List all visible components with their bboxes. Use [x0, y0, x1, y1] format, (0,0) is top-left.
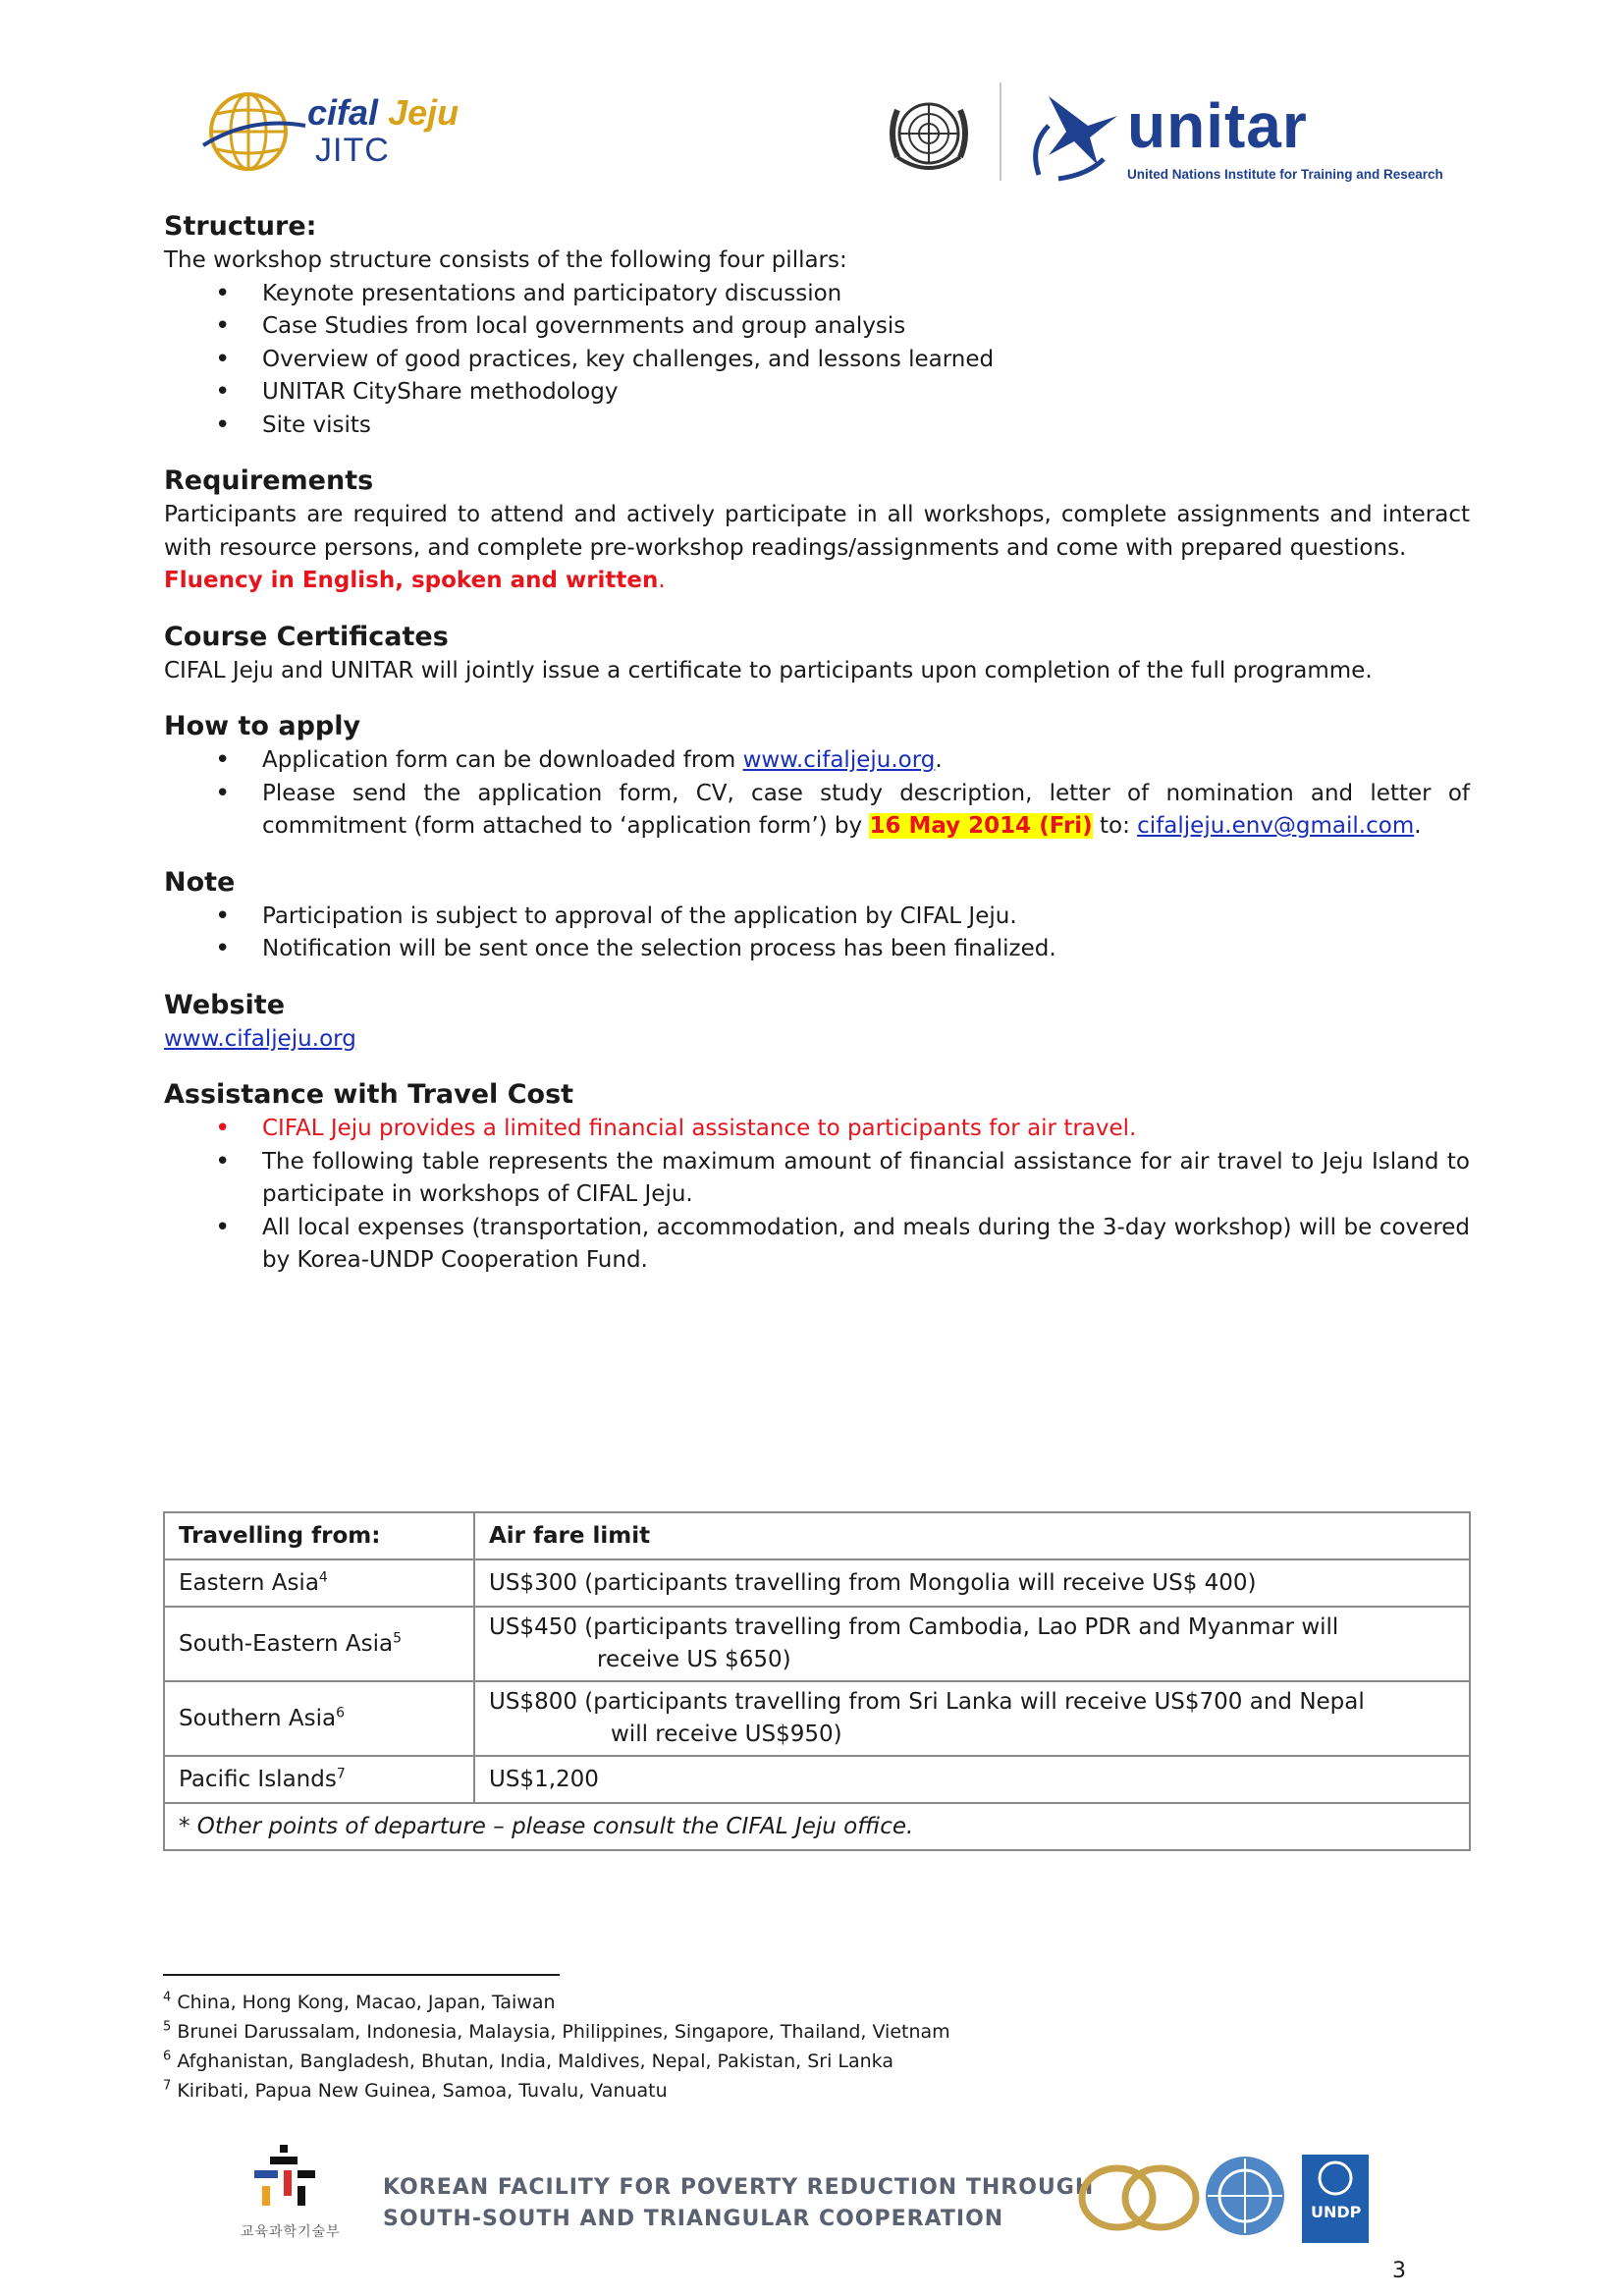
note-heading: Note [164, 866, 236, 898]
list-item: • Case Studies from local governments and group analysis [164, 310, 1470, 344]
note-section [164, 865, 1470, 966]
apply-heading: How to apply [164, 711, 361, 741]
fare-cell: US$1,200 [474, 1756, 1470, 1803]
requirements-heading: Requirements [164, 465, 374, 496]
table-row [164, 1559, 1470, 1607]
footer-facility-text: KOREAN FACILITY FOR POVERTY REDUCTION THROUGH SOUTH-SOUTH AND TRIANGULAR COOPERATION [383, 2175, 1095, 2231]
list-item: • Site visits [164, 410, 1470, 443]
fluency-requirement: Fluency in English, spoken and written. [164, 568, 666, 593]
list-item: • All local expenses (transportation, accommodation, and meals during the 3-day workshop) will be covered by Korea-UNDP Cooperation Fund. [164, 1212, 1470, 1278]
unitar-tagline: United Nations Institute for Training and Research [1127, 167, 1443, 182]
fluency-text: Fluency in English, spoken and written [164, 568, 659, 593]
list-item: • Keynote presentations and participatory discussion [164, 278, 1470, 311]
certificates-heading: Course Certificates [164, 621, 449, 652]
list-item: • Application form can be downloaded from www.cifaljeju.org. [164, 744, 1470, 778]
apply-list [164, 744, 1470, 844]
region-cell: Eastern Asia$^4$ [164, 1559, 474, 1607]
footnote: $^5$ Brunei Darussalam, Indonesia, Malaysia, Philippines, Singapore, Thailand, Vietnam [163, 2019, 950, 2043]
list-item: • UNITAR CityShare methodology [164, 376, 1470, 410]
deadline-highlight: 16 May 2014 (Fri) [869, 813, 1093, 839]
list-item: • CIFAL Jeju provides a limited financial assistance to participants for air travel. [164, 1113, 1470, 1146]
globe-icon [201, 86, 309, 175]
list-item: • Participation is subject to approval of the application by CIFAL Jeju. [164, 901, 1470, 934]
requirements-text: Participants are required to attend and actively participate in all workshops, complete assignments and interact with resource persons, and complete pre-workshop readings/assignments and come with prepared questions. [164, 502, 1470, 561]
travel-list [164, 1113, 1470, 1278]
column-header-air-fare-limit: Air fare limit [474, 1512, 1470, 1559]
travel-heading: Assistance with Travel Cost [164, 1079, 574, 1110]
footnote: $^7$ Kiribati, Papua New Guinea, Samoa, Tuvalu, Vanuatu [163, 2078, 668, 2102]
certificates-section [164, 620, 1470, 688]
email-link[interactable]: cifaljeju.env@gmail.com [1137, 813, 1415, 839]
unitar-wordmark: unitar [1127, 90, 1308, 161]
table-header-row [164, 1512, 1470, 1559]
fare-cell: US$450 (participants travelling from Cambodia, Lao PDR and Myanmar will receive US $650) [474, 1607, 1470, 1681]
logo-divider [1000, 82, 1001, 181]
list-item: • The following table represents the maximum amount of financial assistance for air travel to Jeju Island to participate in workshops of CIFAL Jeju. [164, 1146, 1470, 1212]
structure-heading: Structure: [164, 211, 317, 242]
footnote: $^4$ China, Hong Kong, Macao, Japan, Taiwan [163, 1990, 556, 2013]
structure-section [164, 209, 1470, 442]
air-fare-table [163, 1511, 1471, 1851]
structure-list [164, 278, 1470, 443]
region-cell: South-Eastern Asia$^5$ [164, 1607, 474, 1681]
structure-intro: The workshop structure consists of the following four pillars: [164, 247, 847, 273]
requirements-section [164, 464, 1470, 598]
travel-section [164, 1077, 1470, 1278]
page-number: 3 [1392, 2259, 1406, 2283]
cifal-jeju-logo [201, 86, 496, 175]
cifal-jeju-wordmark: cifal Jeju [307, 92, 460, 133]
website-link[interactable]: www.cifaljeju.org [742, 747, 936, 773]
table-row [164, 1756, 1470, 1803]
certificates-text: CIFAL Jeju and UNITAR will jointly issue a certificate to participants upon completion of the full programme. [164, 657, 1373, 683]
website-link[interactable]: www.cifaljeju.org [164, 1025, 356, 1052]
table-note: * Other points of departure – please consult the CIFAL Jeju office. [164, 1803, 1470, 1850]
list-item: • Please send the application form, CV, case study description, letter of nomination and letter of commitment (form attached to ‘application form’) by 16 May 2014 (Fri) to: cifaljeju.env@gmail.com. [164, 778, 1470, 844]
note-list [164, 901, 1470, 966]
table-note-row [164, 1803, 1470, 1850]
footnotes [163, 1988, 950, 2105]
table-row [164, 1681, 1470, 1756]
un-emblem-icon [884, 88, 974, 179]
region-cell: Southern Asia$^6$ [164, 1681, 474, 1756]
list-item: • Overview of good practices, key challenges, and lessons learned [164, 344, 1470, 377]
fare-cell: US$300 (participants travelling from Mongolia will receive US$ 400) [474, 1559, 1470, 1607]
website-heading: Website [164, 989, 286, 1020]
table-row [164, 1607, 1470, 1681]
partner-logos-icon [1070, 2149, 1404, 2247]
footnote-separator [163, 1974, 560, 1976]
fare-cell: US$800 (participants travelling from Sri Lanka will receive US$700 and Nepal will receive US$950) [474, 1681, 1470, 1756]
apply-section [164, 709, 1470, 844]
region-cell: Pacific Islands$^7$ [164, 1756, 474, 1803]
unitar-bird-icon [1019, 77, 1127, 185]
website-section [164, 988, 1470, 1057]
ministry-name: 교육과학기술부 [241, 2223, 341, 2239]
unitar-logo [884, 77, 1473, 185]
jitc-wordmark: JITC [315, 132, 390, 169]
column-header-travelling-from: Travelling from: [164, 1512, 474, 1559]
list-item: • Notification will be sent once the selection process has been finalized. [164, 933, 1470, 966]
main-content [164, 209, 1470, 1278]
footnote: $^6$ Afghanistan, Bangladesh, Bhutan, India, Maldives, Nepal, Pakistan, Sri Lanka [163, 2049, 893, 2072]
undp-label: UNDP [1311, 2203, 1362, 2221]
